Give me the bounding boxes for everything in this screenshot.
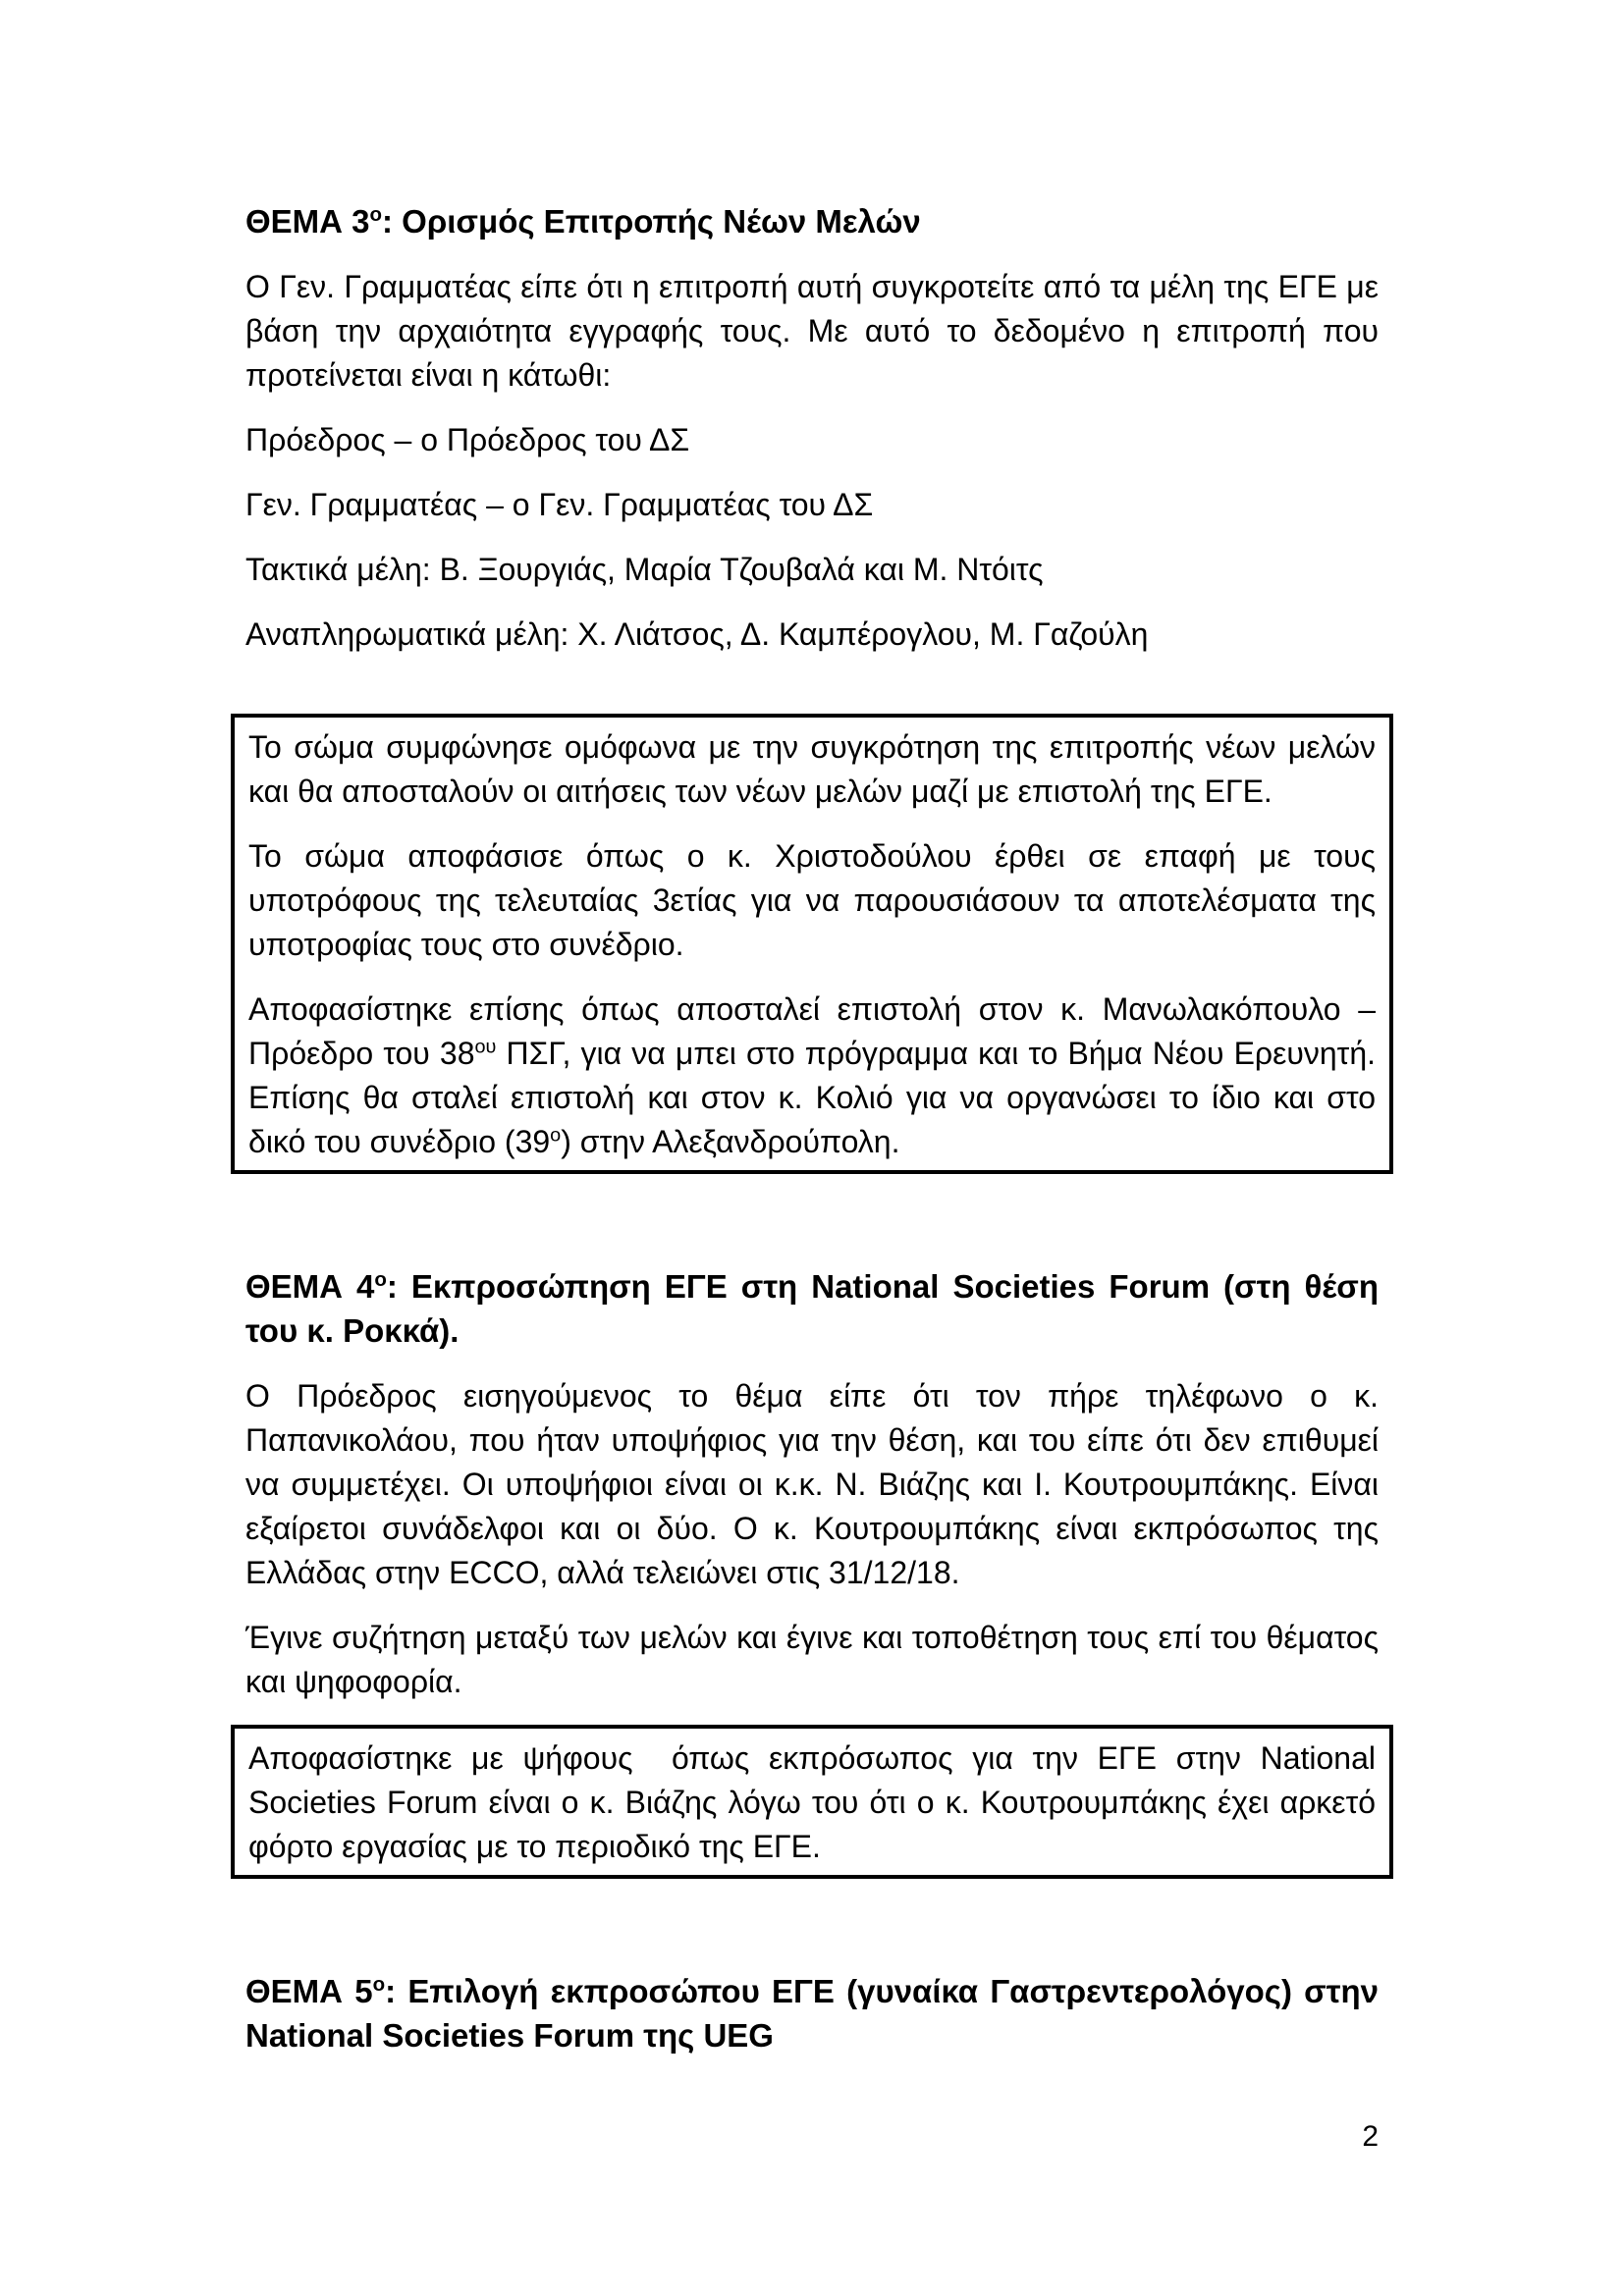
topic4-ordinal-superscript: ο [374, 1268, 387, 1291]
topic4-heading-rest: : Εκπροσώπηση ΕΓΕ στη National Societies Forum (στη θέση του κ. Ροκκά). [245, 1268, 1379, 1349]
topic3-ordinal-superscript: ο [369, 203, 383, 226]
topic3-decision-paragraph-3-post: ) στην Αλεξανδρούπολη. [561, 1124, 900, 1159]
topic5-heading-rest: : Επιλογή εκπροσώπου ΕΓΕ (γυναίκα Γαστρεντερολόγος) στην National Societies Forum της UEG [245, 1973, 1379, 2054]
topic3-heading-rest: : Ορισμός Επιτροπής Νέων Μελών [382, 203, 921, 240]
topic5-heading [245, 1969, 1379, 2057]
topic4-decision-paragraph: Αποφασίστηκε με ψήφους όπως εκπρόσωπος για την ΕΓΕ στην National Societies Forum είναι ο κ. Βιάζης λόγω του ότι ο κ. Κουτρουμπάκης έχει αρκετό φόρτο εργασίας με το περιοδικό της ΕΓΕ. [248, 1740, 1376, 1864]
committee-secretary-line: Γεν. Γραμματέας – ο Γεν. Γραμματέας του ΔΣ [245, 487, 874, 522]
topic3-decision-paragraph-3-pre: Αποφασίστηκε επίσης όπως αποσταλεί επιστολή στον κ. Μανωλακόπουλο – Πρόεδρο του 38 [248, 991, 1376, 1071]
committee-regular-members-line: Τακτικά μέλη: Β. Ξουργιάς, Μαρία Τζουβαλά και Μ. Ντόιτς [245, 552, 1044, 587]
congress-38-ordinal-superscript: ου [474, 1036, 497, 1058]
committee-president-line: Πρόεδρος – ο Πρόεδρος του ΔΣ [245, 422, 690, 457]
topic5-ordinal-superscript: ο [372, 1973, 386, 1996]
topic3-heading [245, 199, 1379, 243]
topic4-heading [245, 1264, 1379, 1353]
topic3-decision-paragraph-3-mid: ΠΣΓ, για να μπει στο πρόγραμμα και το Βήμα Νέου Ερευνητή. Επίσης θα σταλεί επιστολή και στον κ. Κολιό για να οργανώσει το ίδιο και στο δικό του συνέδριο (39 [248, 1036, 1377, 1159]
topic3-heading-label: ΘΕΜΑ 3 [245, 203, 370, 240]
topic3-decision-paragraph-3 [248, 988, 1376, 1164]
topic3-decision-paragraph-2: Το σώμα αποφάσισε όπως ο κ. Χριστοδούλου έρθει σε επαφή με τους υποτρόφους της τελευταίας 3ετίας για να παρουσιάσουν τα αποτελέσματα της υποτροφίας τους στο συνέδριο. [248, 838, 1376, 962]
topic4-paragraph-1: Ο Πρόεδρος εισηγούμενος το θέμα είπε ότι τον πήρε τηλέφωνο ο κ. Παπανικολάου, που ήταν υποψήφιος για την θέση, και του είπε ότι δεν επιθυμεί να συμμετέχει. Οι υποψήφιοι είναι οι κ.κ. Ν. Βιάζης και Ι. Κουτρουμπάκης. Είναι εξαίρετοι συνάδελφοι και οι δύο. Ο κ. Κουτρουμπάκης είναι εκπρόσωπος της Ελλάδας στην ECCO, αλλά τελειώνει στις 31/12/18. [245, 1378, 1379, 1590]
topic5-heading-label: ΘΕΜΑ 5 [245, 1973, 373, 2009]
congress-39-ordinal-superscript: ο [550, 1124, 562, 1147]
topic3-decision-paragraph-1: Το σώμα συμφώνησε ομόφωνα με την συγκρότηση της επιτροπής νέων μελών και θα αποσταλούν οι αιτήσεις των νέων μελών μαζί με επιστολή της ΕΓΕ. [248, 729, 1376, 809]
topic4-decision-box [231, 1725, 1393, 1879]
page-number: 2 [1362, 2120, 1379, 2153]
committee-alternate-members-line: Αναπληρωματικά μέλη: Χ. Λιάτσος, Δ. Καμπέρογλου, Μ. Γαζούλη [245, 616, 1149, 652]
topic3-intro-paragraph: Ο Γεν. Γραμματέας είπε ότι η επιτροπή αυτή συγκροτείτε από τα μέλη της ΕΓΕ με βάση την αρχαιότητα εγγραφής τους. Με αυτό το δεδομένο η επιτροπή που προτείνεται είναι η κάτωθι: [245, 269, 1379, 393]
topic4-heading-label: ΘΕΜΑ 4 [245, 1268, 375, 1305]
topic3-decision-box [231, 714, 1393, 1174]
topic4-paragraph-2: Έγινε συζήτηση μεταξύ των μελών και έγινε και τοποθέτηση τους επί του θέματος και ψηφοφορία. [245, 1620, 1379, 1699]
